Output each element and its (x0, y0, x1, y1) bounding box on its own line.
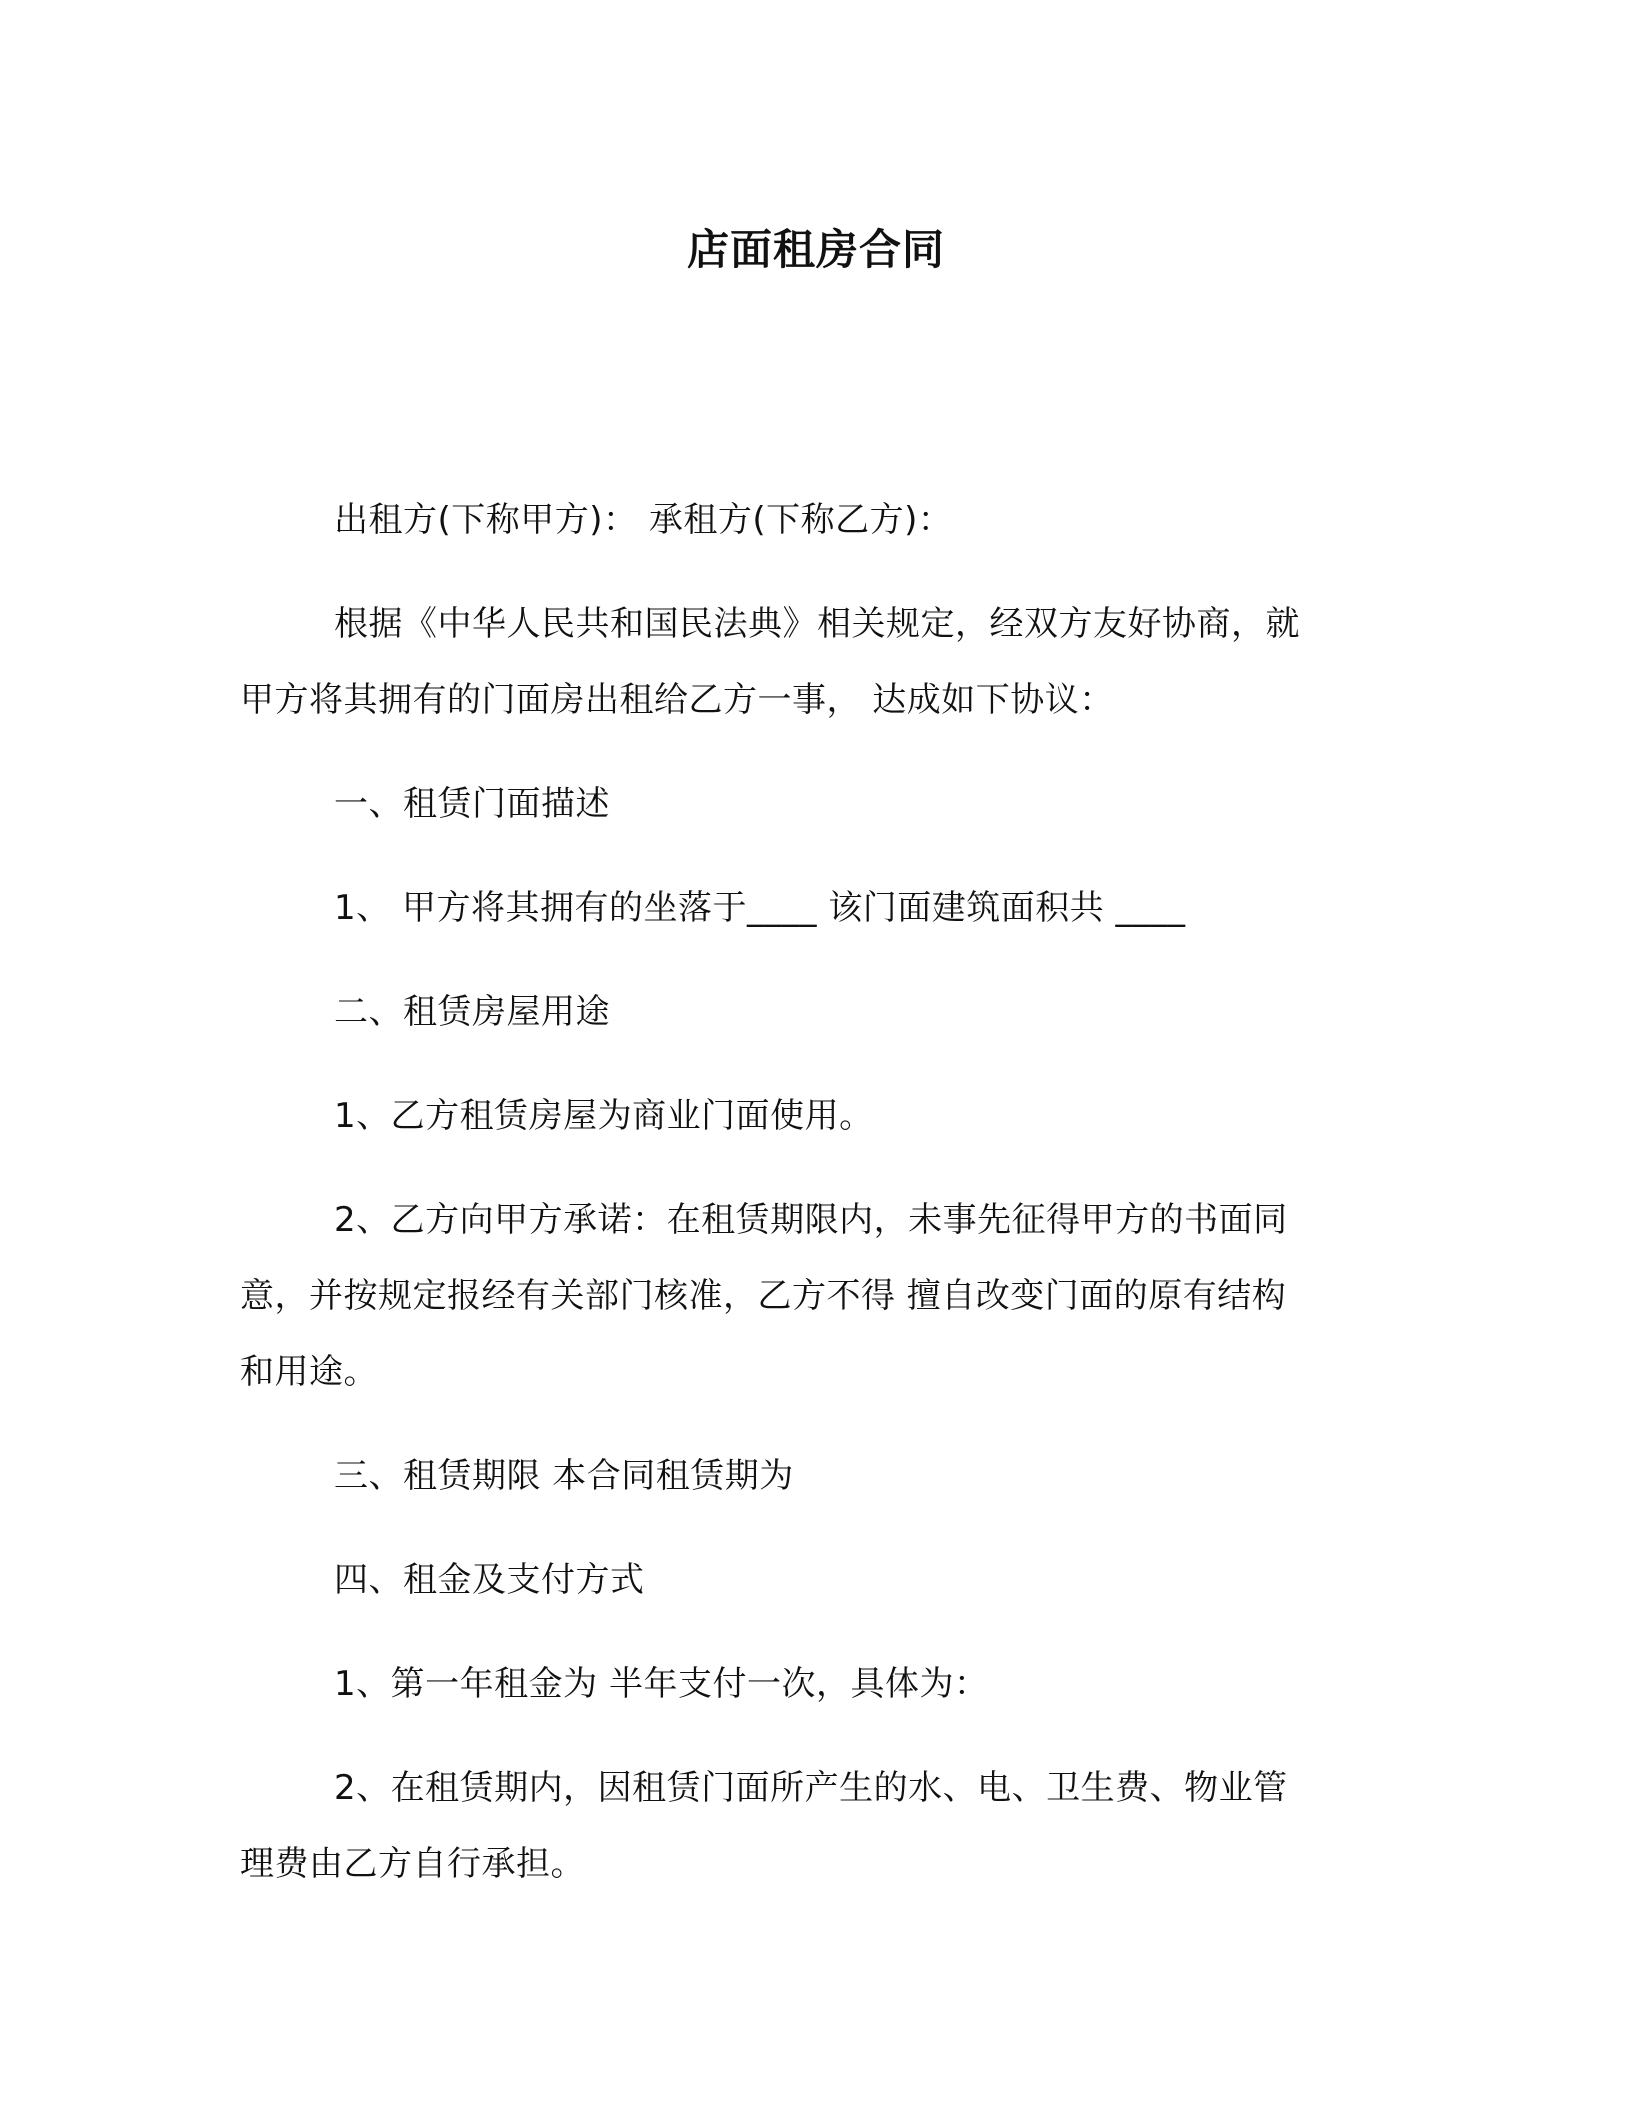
section-heading-4: 四、租金及支付方式 (334, 1560, 645, 1600)
preamble-line-2: 甲方将其拥有的门面房出租给乙方一事， 达成如下协议： (240, 680, 1114, 720)
document-title: 店面租房合同 (686, 225, 945, 274)
clause-1-1: 1、 甲方将其拥有的坐落于____ 该门面建筑面积共 ____ (334, 888, 1186, 928)
clause-2-2-line-1: 2、乙方向甲方承诺：在租赁期限内，未事先征得甲方的书面同 (334, 1200, 1288, 1240)
clause-2-2-line-2: 意，并按规定报经有关部门核准，乙方不得 擅自改变门面的原有结构 (240, 1276, 1287, 1316)
clause-2-2-line-3: 和用途。 (240, 1352, 378, 1392)
clause-4-2-line-2: 理费由乙方自行承担。 (240, 1844, 585, 1884)
clause-2-1: 1、乙方租赁房屋为商业门面使用。 (334, 1096, 874, 1136)
preamble-line-1: 根据《中华人民共和国民法典》相关规定，经双方友好协商，就 (334, 604, 1300, 644)
parties-line: 出租方(下称甲方)： 承租方(下称乙方)： (334, 500, 953, 540)
section-heading-1: 一、租赁门面描述 (334, 784, 610, 824)
section-heading-3: 三、租赁期限 本合同租赁期为 (334, 1456, 794, 1496)
section-heading-2: 二、租赁房屋用途 (334, 992, 610, 1032)
clause-4-2-line-1: 2、在租赁期内，因租赁门面所产生的水、电、卫生费、物业管 (334, 1768, 1288, 1808)
clause-4-1: 1、第一年租金为 半年支付一次，具体为： (334, 1664, 989, 1704)
